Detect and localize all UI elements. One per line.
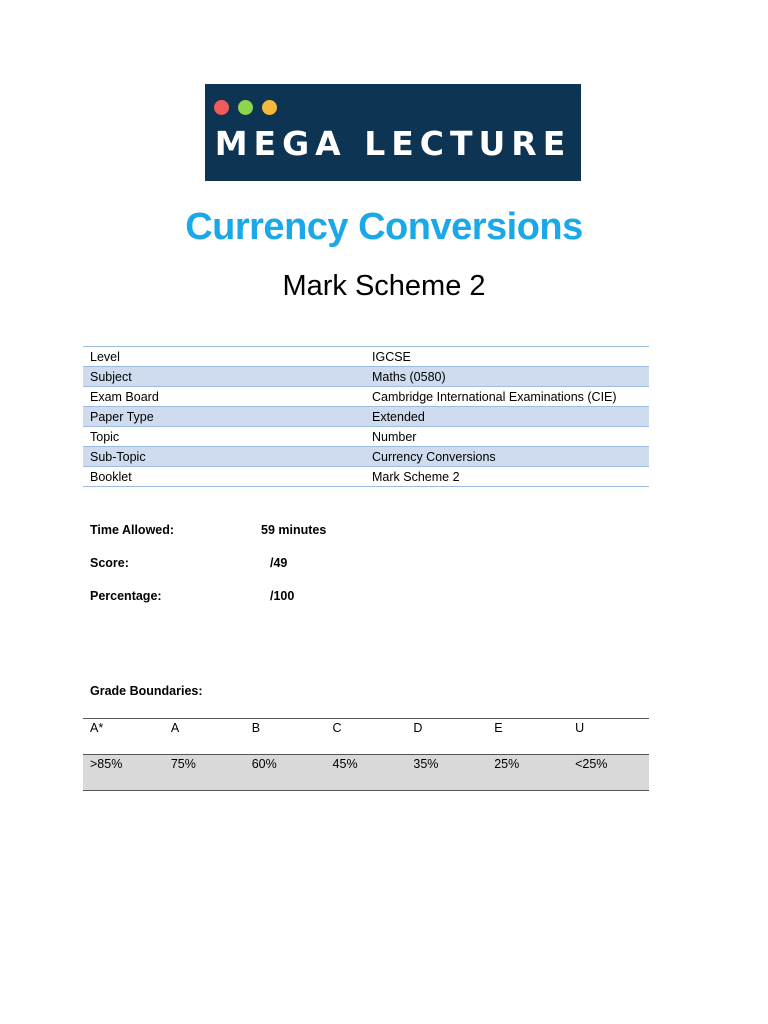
info-label: Level: [83, 347, 365, 367]
time-allowed-value: 59 minutes: [261, 523, 327, 537]
info-row-subject: [83, 367, 649, 387]
percentage-value: /100: [270, 589, 295, 603]
info-value: Mark Scheme 2: [365, 467, 649, 487]
boundary-cell: 60%: [245, 755, 326, 791]
info-value: Extended: [365, 407, 649, 427]
info-value: Currency Conversions: [365, 447, 649, 467]
boundary-cell: 45%: [326, 755, 407, 791]
info-label: Topic: [83, 427, 365, 447]
grade-cell: D: [406, 719, 487, 755]
red-dot-icon: [214, 100, 229, 115]
info-table: [83, 346, 649, 487]
grade-cell: A*: [83, 719, 164, 755]
info-row-exam-board: [83, 387, 649, 407]
score-label: Score:: [90, 556, 129, 570]
boundary-cell: >85%: [83, 755, 164, 791]
info-label: Booklet: [83, 467, 365, 487]
grade-cell: C: [326, 719, 407, 755]
grade-cell: U: [568, 719, 649, 755]
boundary-cell: 75%: [164, 755, 245, 791]
boundary-cell: 25%: [487, 755, 568, 791]
boundary-cell: 35%: [406, 755, 487, 791]
info-row-paper-type: [83, 407, 649, 427]
info-row-sub-topic: [83, 447, 649, 467]
green-dot-icon: [238, 100, 253, 115]
yellow-dot-icon: [262, 100, 277, 115]
grade-cell: A: [164, 719, 245, 755]
info-label: Paper Type: [83, 407, 365, 427]
info-row-topic: [83, 427, 649, 447]
grade-boundaries-label: Grade Boundaries:: [90, 684, 203, 698]
grade-header-row: [83, 719, 649, 755]
info-label: Subject: [83, 367, 365, 387]
info-label: Exam Board: [83, 387, 365, 407]
logo-text: MEGA LECTURE: [214, 124, 572, 163]
score-value: /49: [270, 556, 288, 570]
time-allowed-label: Time Allowed:: [90, 523, 175, 537]
page-subtitle: Mark Scheme 2: [282, 270, 486, 302]
info-value: Cambridge International Examinations (CIE): [365, 387, 649, 407]
grade-boundaries-table: [83, 718, 649, 791]
info-value: Number: [365, 427, 649, 447]
info-value: Maths (0580): [365, 367, 649, 387]
page-title: Currency Conversions: [185, 206, 583, 248]
percentage-label: Percentage:: [90, 589, 162, 603]
grade-cell: E: [487, 719, 568, 755]
grade-value-row: [83, 755, 649, 791]
grade-cell: B: [245, 719, 326, 755]
boundary-cell: <25%: [568, 755, 649, 791]
info-label: Sub-Topic: [83, 447, 365, 467]
info-row-booklet: [83, 467, 649, 487]
info-row-level: [83, 347, 649, 367]
info-value: IGCSE: [365, 347, 649, 367]
mega-lecture-logo: [205, 84, 581, 181]
